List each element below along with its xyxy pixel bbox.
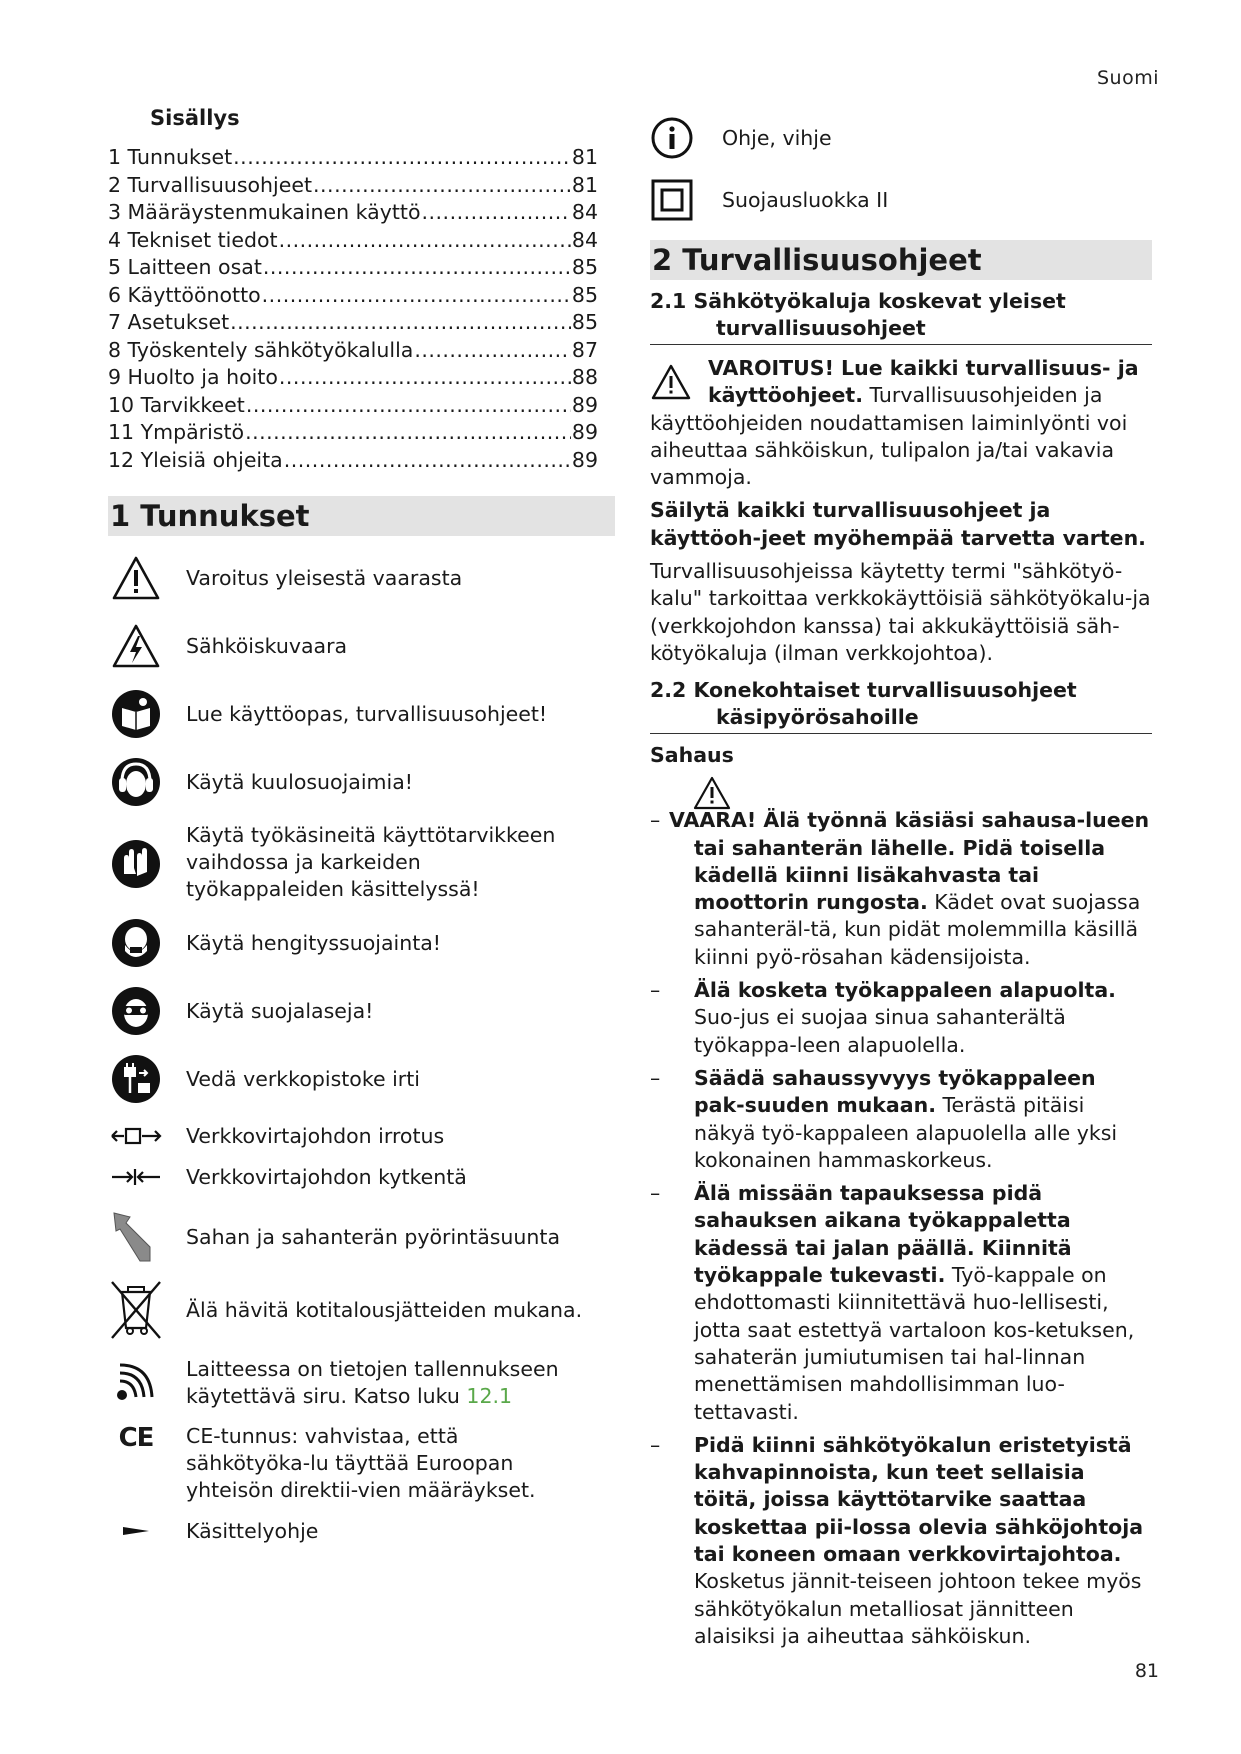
connect-cord-icon xyxy=(108,1157,164,1197)
symbol-row: Sahan ja sahanterän pyörintäsuunta xyxy=(108,1209,615,1265)
symbol-row: CE CE-tunnus: vahvistaa, että sähkötyöka-lu täyttää Euroopan yhteisön direktii-vien määräykset. xyxy=(108,1423,615,1504)
section-heading-symbols: 1 Tunnukset xyxy=(108,496,615,536)
disconnect-cord-icon xyxy=(108,1119,164,1153)
symbol-row: Ohje, vihje xyxy=(650,116,1152,160)
electric-shock-icon xyxy=(108,618,164,674)
toc-title: Sisällys xyxy=(150,106,240,130)
info-icon xyxy=(650,116,694,160)
list-item: – Älä kosketa työkappaleen alapuolta. Suo-jus ei suojaa sinua sahanterältä työkappa-leen alapuolella. xyxy=(650,978,1116,1057)
term-definition: Turvallisuusohjeissa käytetty termi "sähkötyö-kalu" tarkoittaa verkkokäyttöisiä sähkötyökalu-ja (verkkojohdon kanssa) tai akkukäyttöisiä säh-kötyökaluja (ilman verkkojohtoa). xyxy=(650,559,1151,665)
keep-instructions: Säilytä kaikki turvallisuusohjeet ja käyttöoh-jeet myöhempää tarvetta varten. xyxy=(650,498,1146,550)
symbol-row: Käytä suojalaseja! xyxy=(108,983,615,1039)
toc-item[interactable]: 6 Käyttöönotto ..... 85 xyxy=(108,282,598,310)
respirator-icon xyxy=(108,915,164,971)
safety-glasses-icon xyxy=(108,983,164,1039)
toc-item[interactable]: 7 Asetukset ..... 85 xyxy=(108,309,598,337)
symbol-row: Lue käyttöopas, turvallisuusohjeet! xyxy=(108,686,615,742)
symbol-row: Verkkovirtajohdon irrotus xyxy=(108,1119,615,1153)
subsection-heading: 2.2 Konekohtaiset turvallisuusohjeet käsipyörösahoille xyxy=(650,677,1152,734)
list-item: – Pidä kiinni sähkötyökalun eristetyistä kahvapinnoista, kun teet sellaisia töitä, joissa käyttötarvike saattaa koskettaa pii-lossa olevia sähköjohtoja tai koneen omaan verkkovirtajohtoa. Kosketus jännit-teiseen johtoon tekee myös sähkötyökalun metalliosat jännitteen alaisiksi ja aiheuttaa sähköiskun. xyxy=(650,1432,1144,1648)
toc-item[interactable]: 11 Ympäristö ..... 89 xyxy=(108,419,598,447)
read-manual-icon xyxy=(108,686,164,742)
warning-triangle-icon xyxy=(692,775,732,818)
toc-item[interactable]: 5 Laitteen osat ..... 85 xyxy=(108,254,598,282)
ce-mark-icon: CE xyxy=(118,1423,154,1453)
toc-item[interactable]: 10 Tarvikkeet ..... 89 xyxy=(108,392,598,420)
warning-triangle-icon xyxy=(650,363,692,405)
list-item: – Älä missään tapauksessa pidä sahauksen aikana työkappaletta kädessä tai jalan päällä. Kiinnitä työkappale tukevasti. Työ-kappale on ehdottomasti kiinnitettävä huo-lellisesti, jotta saat estettyä vartaloon kos-ketuksen, sahaterän jumiutumisen tai hal-linnan menettämisen mahdollisimman luo-tettavasti. xyxy=(650,1181,1135,1424)
language-label: Suomi xyxy=(1096,67,1159,89)
rfid-chip-icon xyxy=(108,1355,164,1411)
page-number: 81 xyxy=(1134,1660,1159,1682)
weee-bin-icon xyxy=(108,1277,164,1343)
symbol-row xyxy=(108,1355,615,1411)
symbol-row: Käsittelyohje xyxy=(108,1516,615,1546)
toc-item[interactable]: 4 Tekniset tiedot ..... 84 xyxy=(108,227,598,255)
toc-item[interactable]: 9 Huolto ja hoito ..... 88 xyxy=(108,364,598,392)
toc-item[interactable]: 1 Tunnukset ..... 81 xyxy=(108,144,598,172)
toc-item[interactable]: 12 Yleisiä ohjeita ..... 89 xyxy=(108,447,598,475)
toc-item[interactable]: 8 Työskentely sähkötyökalulla ..... 87 xyxy=(108,337,598,365)
symbol-row: Sähköiskuvaara xyxy=(108,618,615,674)
symbol-row: Verkkovirtajohdon kytkentä xyxy=(108,1157,615,1197)
rfid-text: Laitteessa on tietojen tallennukseen käytettävä siru. Katso luku 12.1 xyxy=(186,1357,559,1408)
right-column xyxy=(650,116,1152,1650)
symbol-row: Käytä kuulosuojaimia! xyxy=(108,754,615,810)
list-item: – VAARA! Älä työnnä käsiäsi sahausa-lueen tai sahanterän lähelle. Pidä toisella kädellä kiinni lisäkahvasta tai moottorin rungosta. Kädet ovat suojassa sahanteräl-tä, kun pidät molemmilla käsillä kiinni pyö-rösahan kädensijoista. xyxy=(650,807,1152,971)
instruction-arrow-icon xyxy=(108,1516,164,1546)
symbol-row: Suojausluokka II xyxy=(650,178,1152,222)
toc-item[interactable]: 2 Turvallisuusohjeet ..... 81 xyxy=(108,172,598,200)
unplug-icon xyxy=(108,1051,164,1107)
warning-block: VAROITUS! Lue kaikki turvallisuus- ja käyttöohjeet. Turvallisuusohjeiden ja käyttöohjeiden noudattamisen laiminlyönti voi aiheuttaa sähköiskun, tulipalon ja/tai vakavia vammoja. xyxy=(650,356,1139,490)
rotation-arrow-icon xyxy=(108,1209,164,1265)
chapter-link[interactable]: 12.1 xyxy=(466,1384,513,1408)
subsection-heading: 2.1 Sähkötyökaluja koskevat yleiset turvallisuusohjeet xyxy=(650,288,1152,345)
gloves-icon xyxy=(108,836,164,892)
toc-item[interactable]: 3 Määräystenmukainen käyttö ..... 84 xyxy=(108,199,598,227)
ear-protection-icon xyxy=(108,754,164,810)
protection-class-ii-icon xyxy=(650,178,694,222)
symbol-row: Varoitus yleisestä vaarasta xyxy=(108,550,615,606)
left-column xyxy=(108,106,615,1558)
section-heading-safety: 2 Turvallisuusohjeet xyxy=(650,240,1152,280)
symbol-row: Älä hävitä kotitalousjätteiden mukana. xyxy=(108,1277,615,1343)
sahaus-heading: Sahaus xyxy=(650,743,734,768)
table-of-contents xyxy=(108,144,615,474)
symbol-row: Vedä verkkopistoke irti xyxy=(108,1051,615,1107)
symbol-row: Käytä hengityssuojainta! xyxy=(108,915,615,971)
list-item: – Säädä sahaussyvyys työkappaleen pak-suuden mukaan. Terästä pitäisi näkyä työ-kappaleen alapuolella alle yksi kokonainen hammaskorkeus. xyxy=(650,1065,1118,1172)
warning-triangle-icon xyxy=(108,550,164,606)
symbol-row: Käytä työkäsineitä käyttötarvikkeen vaihdossa ja karkeiden työkappaleiden käsittelyssä! xyxy=(108,822,615,903)
